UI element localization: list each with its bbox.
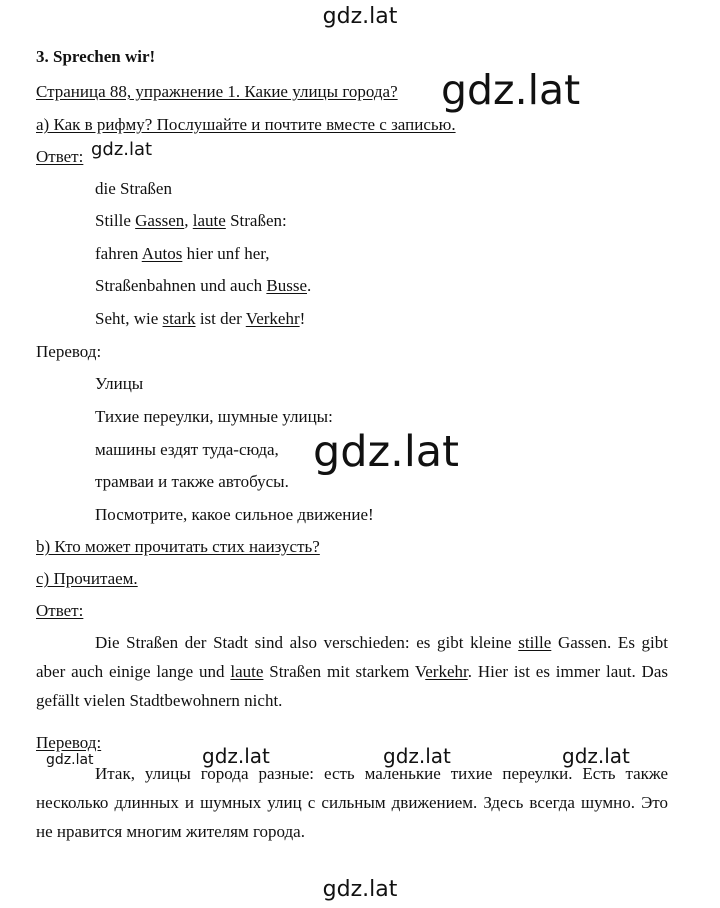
poem-ru-line-3: трамваи и также автобусы. — [95, 472, 289, 491]
poem-ru-line-1: Тихие переулки, шумные улицы: — [95, 407, 333, 426]
watermark-row-1: gdz.lat — [202, 744, 270, 768]
answer-label: Ответ: — [36, 147, 84, 166]
poem-de-line-2: fahren Autos hier unf her, — [95, 244, 270, 263]
watermark-top: gdz.lat — [322, 4, 398, 29]
poem-de-line-3: Straßenbahnen und auch Busse. — [95, 276, 312, 295]
poem-de-title: die Straßen — [95, 179, 172, 198]
translation-label: Перевод: — [36, 342, 102, 361]
watermark-large-1: gdz.lat — [441, 66, 581, 114]
task-b: b) Кто может прочитать стих наизусть? — [36, 537, 320, 556]
watermark-small-1: gdz.lat — [91, 139, 153, 160]
poem-ru-line-4: Посмотрите, какое сильное движение! — [95, 505, 374, 524]
watermark-row-3: gdz.lat — [562, 744, 630, 768]
watermark-tiny: gdz.lat — [46, 752, 94, 768]
answer-ru-paragraph: Итак, улицы города разные: есть маленькие тихие переулки. Есть также несколько длинных и шумных улиц с сильным движением. Здесь всегда шумно. Это не нравится многим жителям города. — [36, 764, 668, 841]
section-title: 3. Sprechen wir! — [36, 47, 156, 66]
answer-de-paragraph: Die Straßen der Stadt sind also verschieden: es gibt kleine stille Gassen. Es gibt aber auch einige lange und laute Straßen mit starkem Verkehr. Hier ist es immer laut. Das gefällt vielen Stadtbewohnern nicht. — [36, 633, 669, 710]
poem-de-line-1: Stille Gassen, laute Straßen: — [95, 211, 287, 230]
poem-ru-line-2: машины ездят туда-сюда, — [95, 440, 279, 459]
watermark-bottom: gdz.lat — [322, 877, 398, 902]
poem-ru-title: Улицы — [95, 374, 144, 393]
task-c: c) Прочитаем. — [36, 569, 138, 588]
answer-label-2: Ответ: — [36, 601, 84, 620]
watermark-row-2: gdz.lat — [383, 744, 451, 768]
watermark-large-2: gdz.lat — [313, 427, 459, 477]
task-header: Страница 88, упражнение 1. Какие улицы города? — [36, 82, 398, 101]
poem-de-line-4: Seht, wie stark ist der Verkehr! — [95, 309, 306, 328]
task-a: а) Как в рифму? Послушайте и почтите вместе с записью. — [36, 115, 456, 134]
translation-label-2: Перевод: — [36, 733, 102, 752]
